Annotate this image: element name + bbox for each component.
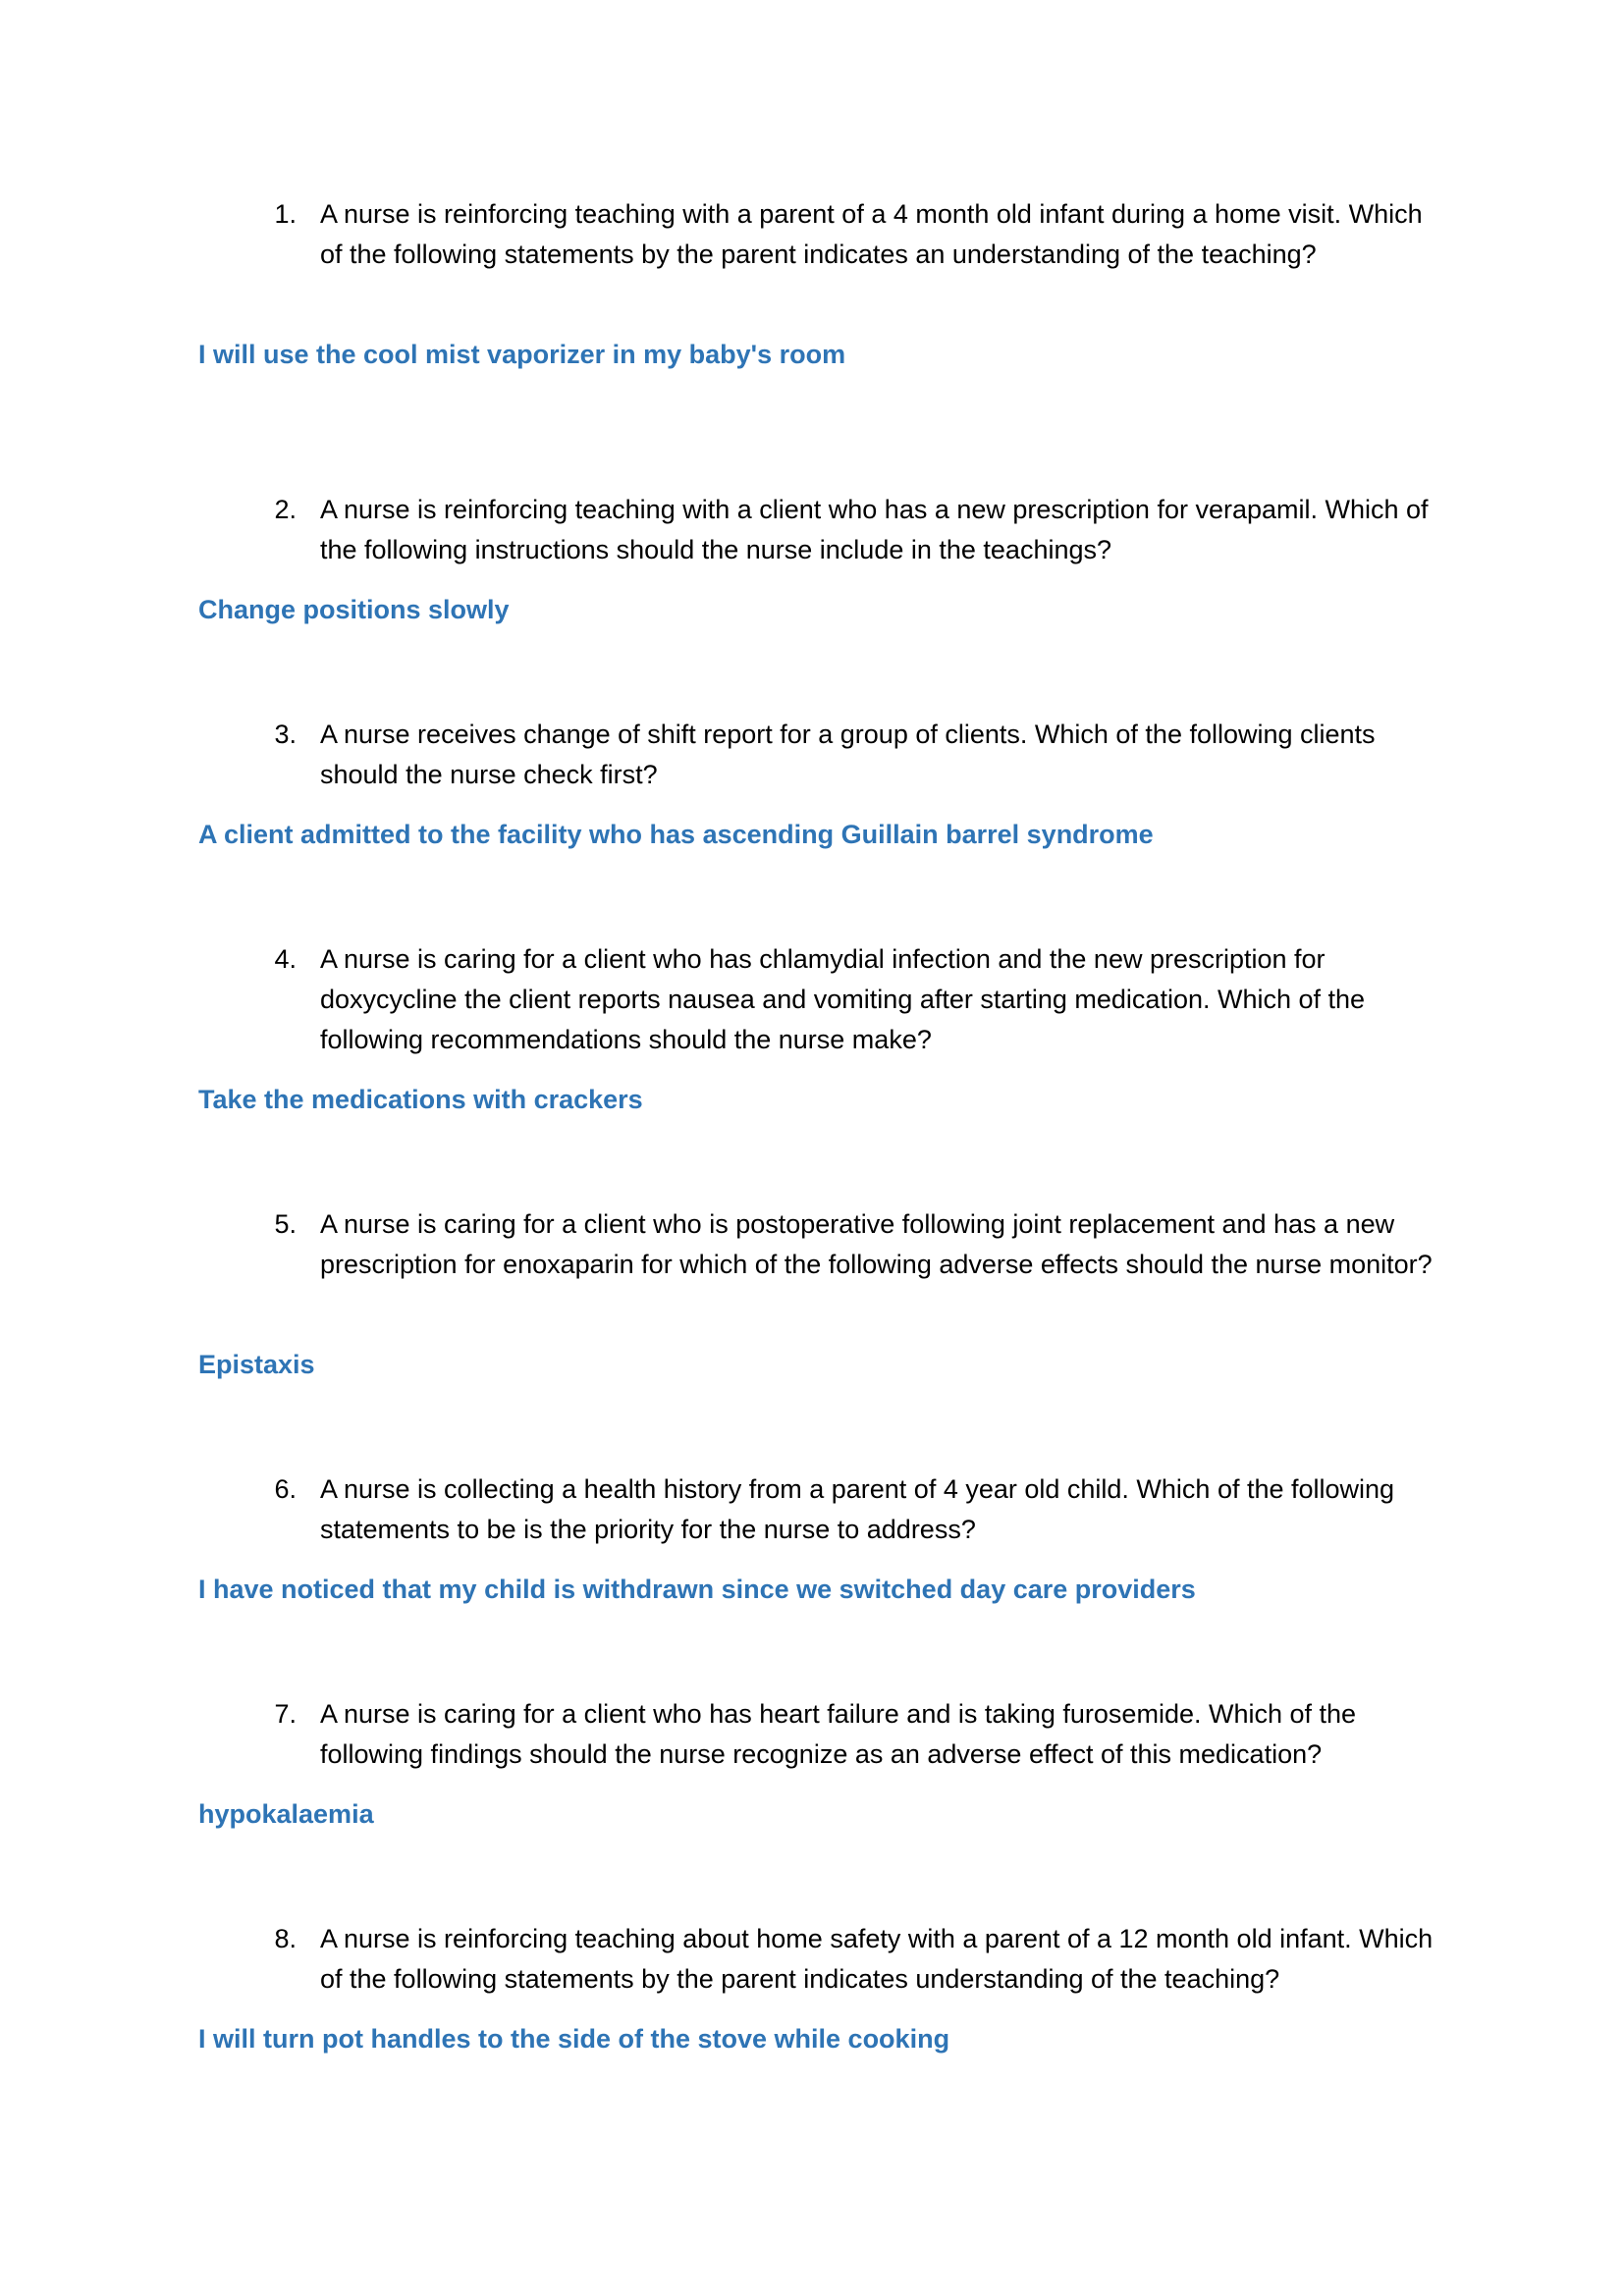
question-number: 4. [274, 944, 297, 974]
question-item-1 [0, 194, 1624, 419]
answer-1: I will use the cool mist vaporizer in my baby's room [198, 340, 846, 369]
question-item-5 [0, 1134, 1624, 1399]
question-item-6 [0, 1399, 1624, 1624]
question-text: A nurse is collecting a health history from a parent of 4 year old child. Which of the following statements to be is the priority for the nurse to address? [320, 1474, 1395, 1544]
question-number: 2. [274, 495, 297, 524]
question-text: A nurse is reinforcing teaching with a client who has a new prescription for verapamil. Which of the following instructions should the nurse include in the teachings? [320, 495, 1429, 564]
answer-4: Take the medications with crackers [198, 1085, 643, 1114]
question-item-7 [0, 1624, 1624, 1848]
question-item-3 [0, 644, 1624, 869]
question-item-4 [0, 869, 1624, 1134]
question-text: A nurse is caring for a client who has chlamydial infection and the new prescription for doxycycline the client reports nausea and vomiting after starting medication. Which of the following recommendations should the nurse make? [320, 944, 1366, 1054]
answer-6: I have noticed that my child is withdrawn since we switched day care providers [198, 1575, 1196, 1604]
question-1 [245, 194, 1443, 275]
question-4 [245, 939, 1443, 1060]
question-number: 5. [274, 1209, 297, 1239]
question-number: 8. [274, 1924, 297, 1953]
answer-8: I will turn pot handles to the side of the stove while cooking [198, 2024, 950, 2054]
question-list [0, 194, 1624, 2073]
question-number: 6. [274, 1474, 297, 1504]
question-3 [245, 715, 1443, 795]
question-number: 3. [274, 720, 297, 749]
question-text: A nurse is reinforcing teaching about home safety with a parent of a 12 month old infant. Which of the following statements by the parent indicates understanding of the teaching? [320, 1924, 1434, 1994]
question-6 [245, 1469, 1443, 1550]
question-5 [245, 1204, 1443, 1285]
question-text: A nurse is caring for a client who is postoperative following joint replacement and has a new prescription for enoxaparin for which of the following adverse effects should the nurse monitor? [320, 1209, 1433, 1279]
answer-5: Epistaxis [198, 1350, 315, 1379]
question-item-8 [0, 1848, 1624, 2073]
question-number: 1. [274, 199, 297, 229]
question-7 [245, 1694, 1443, 1775]
question-text: A nurse receives change of shift report for a group of clients. Which of the following clients should the nurse check first? [320, 720, 1376, 789]
question-2 [245, 490, 1443, 570]
question-number: 7. [274, 1699, 297, 1729]
answer-7: hypokalaemia [198, 1799, 374, 1829]
question-text: A nurse is reinforcing teaching with a parent of a 4 month old infant during a home visit. Which of the following statements by the parent indicates an understanding of the teaching? [320, 199, 1423, 269]
answer-2: Change positions slowly [198, 595, 510, 624]
question-8 [245, 1919, 1443, 2000]
question-text: A nurse is caring for a client who has heart failure and is taking furosemide. Which of the following findings should the nurse recognize as an adverse effect of this medication? [320, 1699, 1357, 1769]
answer-3: A client admitted to the facility who has ascending Guillain barrel syndrome [198, 820, 1154, 849]
question-item-2 [0, 419, 1624, 644]
